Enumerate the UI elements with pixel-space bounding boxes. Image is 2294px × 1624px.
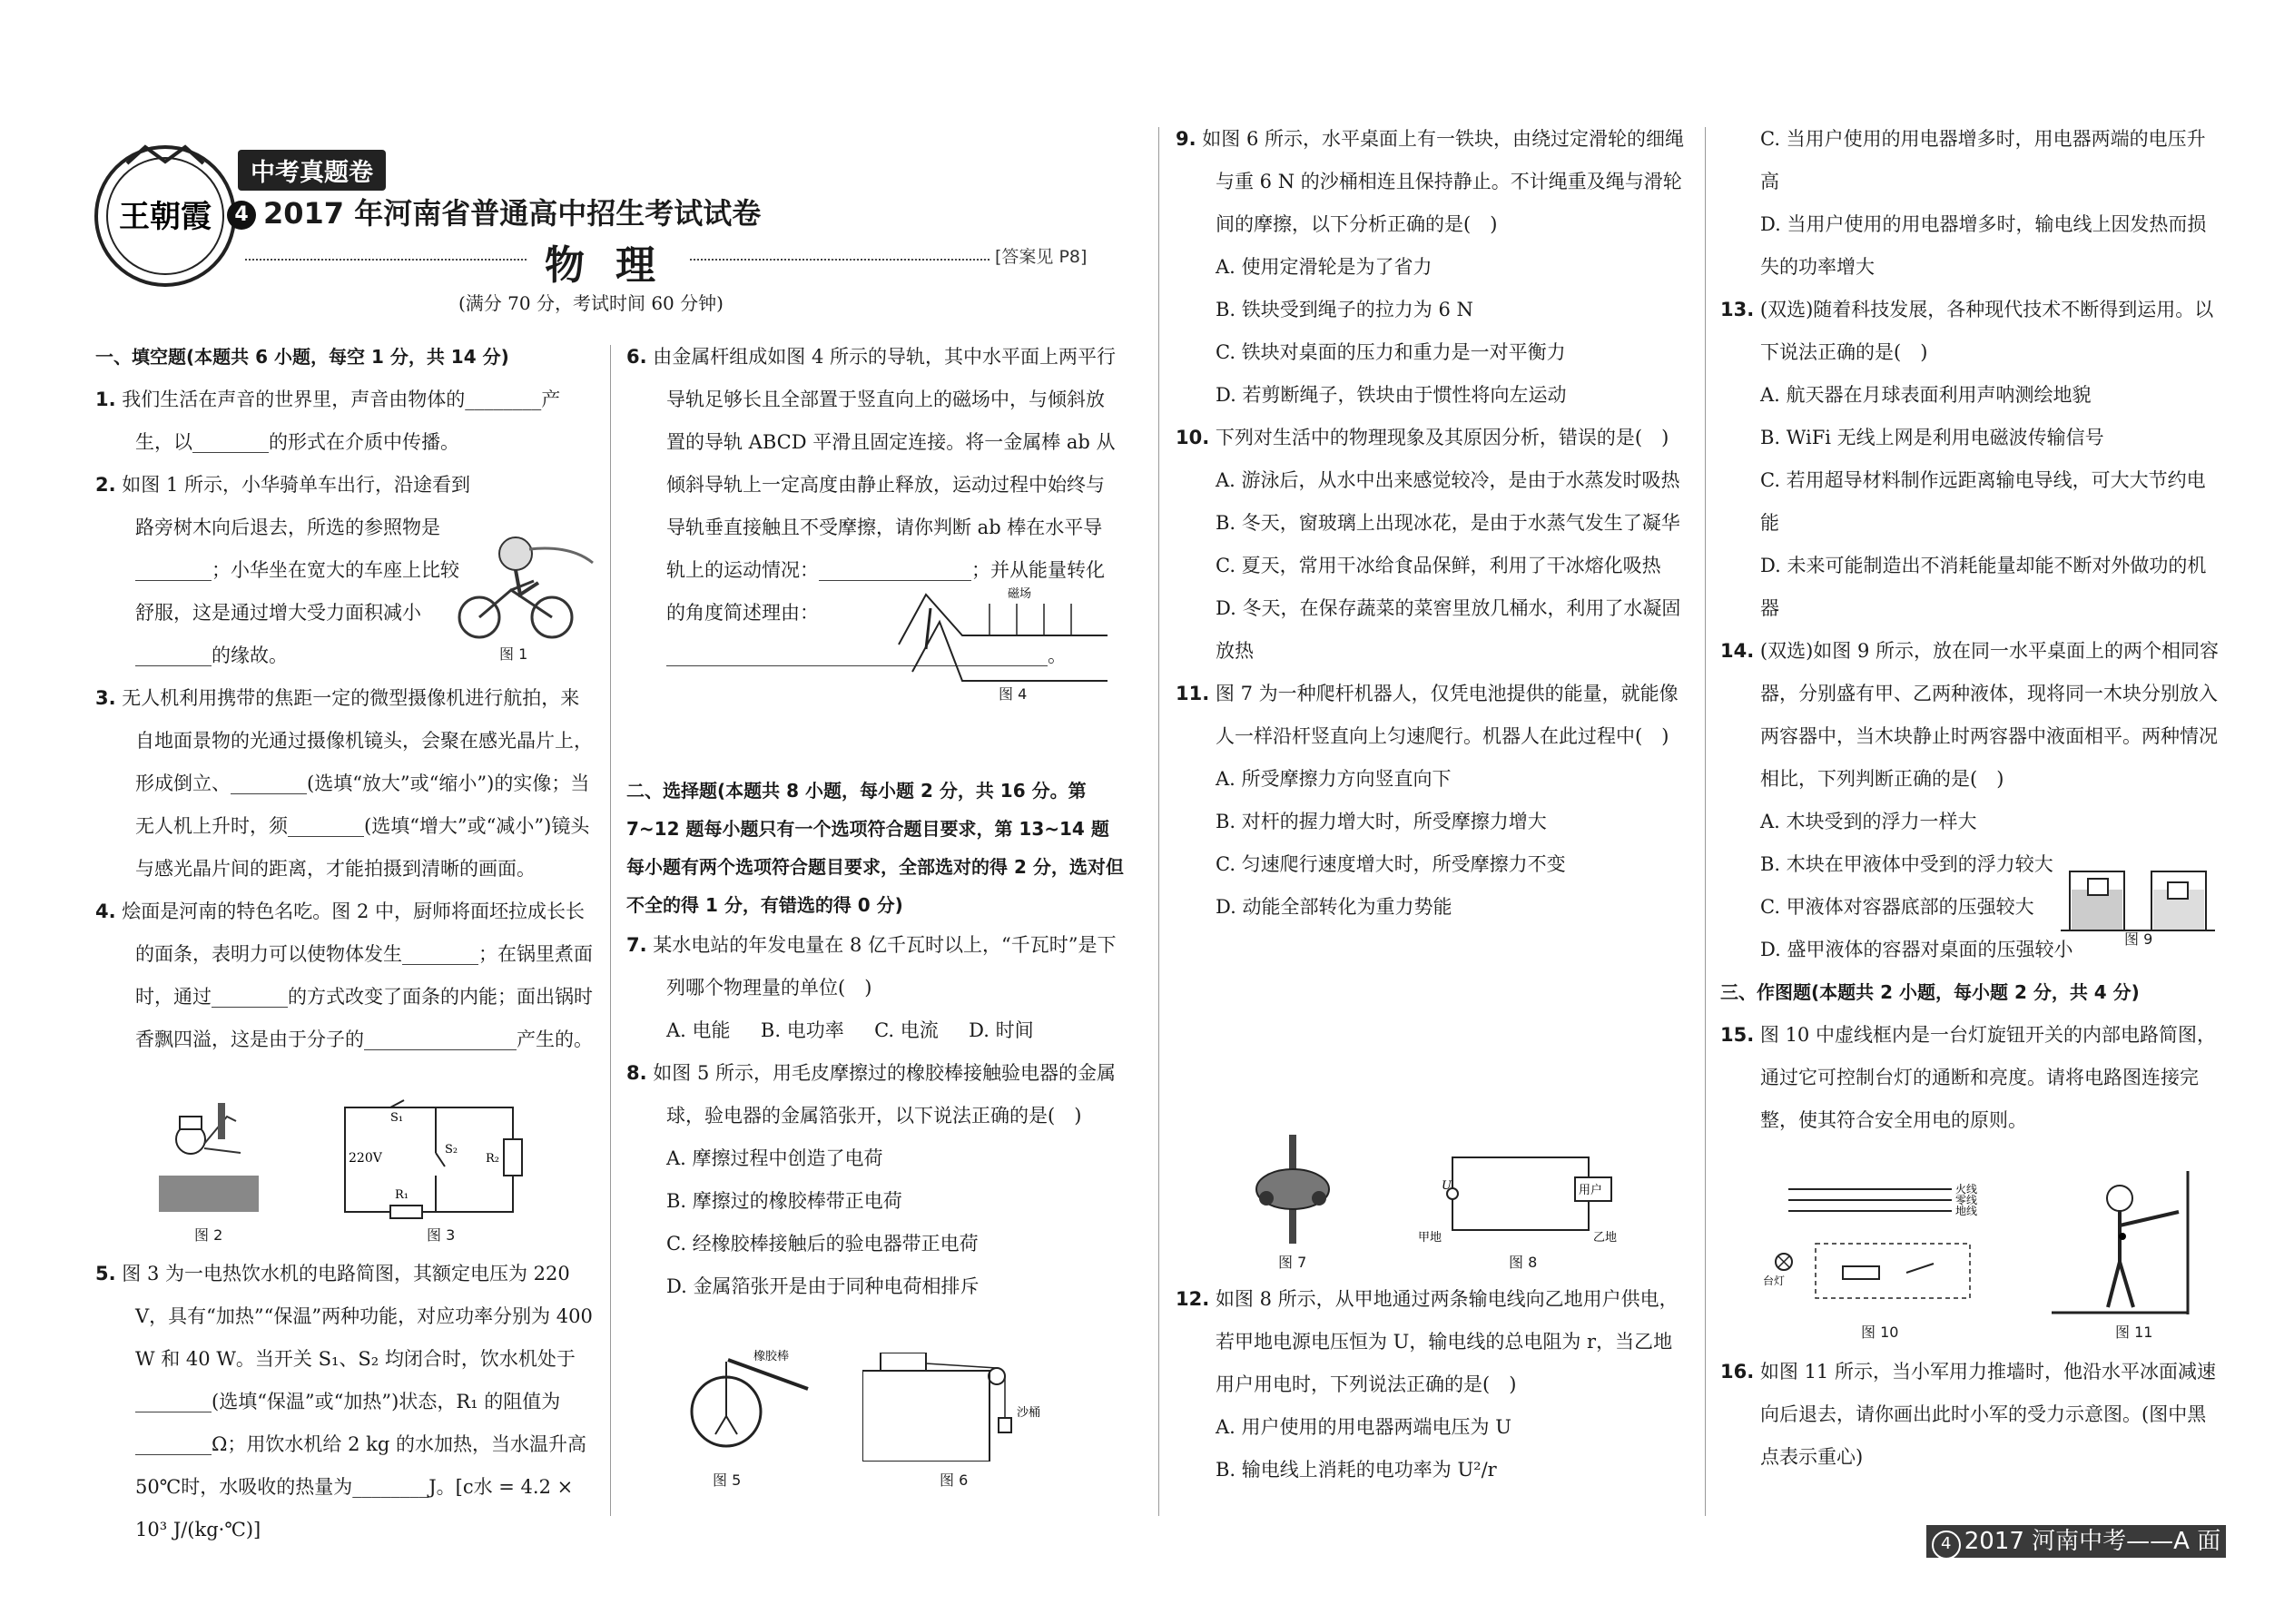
question-5: 5. 图 3 为一电热饮水机的电路简图，其额定电压为 220 V，具有“加热”“保温”两种功能，对应功率分别为 400 W 和 40 W。当开关 S₁、S₂ 均闭合时，饮水机处于________(选填“保温”或“加热”)状态，R₁ 的阻值为________Ω；用饮水机给 2 kg 的水加热，当水温升高 50℃时，水吸收的热量为________J。[c水 = 4.2 × 10³ J/(kg·℃)] — [95, 1263, 593, 1540]
figure-8-caption: 图 8 — [1509, 1254, 1538, 1271]
figure-5-electroscope — [672, 1343, 817, 1462]
answer-reference: [答案见 P8] — [995, 247, 1088, 267]
figure-1-cyclist — [443, 527, 597, 645]
exam-number: 4 — [227, 201, 256, 230]
footer-number: 4 — [1932, 1530, 1961, 1560]
column-1-bottom — [95, 1253, 595, 1551]
figure-8-user-label: 用户 — [1579, 1184, 1603, 1197]
option[interactable]: A. 木块受到的浮力一样大 — [1760, 811, 1977, 832]
option[interactable]: C. 甲液体对容器底部的压强较大 — [1760, 896, 2034, 918]
question-16: 16. 如图 11 所示，当小军用力推墙时，他沿水平冰面减速向后退去，请你画出此时小军的受力示意图。(图中黑点表示重心) — [1720, 1361, 2216, 1468]
option[interactable]: D. 盛甲液体的容器对桌面的压强较小 — [1760, 939, 2073, 960]
column-1 — [95, 336, 595, 1061]
figure-6-caption: 图 6 — [940, 1471, 969, 1489]
figure-4-rails — [890, 581, 1117, 699]
option[interactable]: B. 铁块受到绳子的拉力为 6 N — [1216, 299, 1473, 320]
figure-6-label: 沙桶 — [1017, 1406, 1041, 1420]
option[interactable]: C. 铁块对桌面的压力和重力是一对平衡力 — [1216, 341, 1566, 363]
option[interactable]: A. 使用定滑轮是为了省力 — [1216, 256, 1433, 278]
option[interactable]: A. 游泳后，从水中出来感觉较冷，是由于水蒸发时吸热 — [1216, 469, 1680, 491]
question-10: 10. 下列对生活中的物理现象及其原因分析，错误的是( ) — [1176, 427, 1669, 448]
figure-5-caption: 图 5 — [713, 1471, 742, 1489]
exam-title — [227, 191, 761, 232]
figure-4-caption: 图 4 — [999, 685, 1028, 703]
figure-8-transmission — [1416, 1139, 1634, 1244]
option[interactable]: A. 航天器在月球表面利用声呐测绘地貌 — [1760, 384, 2092, 406]
column-divider — [1705, 127, 1706, 1516]
brand-logo — [91, 136, 241, 290]
divider — [245, 259, 527, 261]
option[interactable]: B. 摩擦过的橡胶棒带正电荷 — [666, 1190, 902, 1212]
option[interactable]: C. 当用户使用的用电器增多时，用电器两端的电压升高 — [1760, 128, 2206, 192]
exam-title-text: 2017 年河南省普通高中招生考试试卷 — [263, 196, 762, 231]
column-divider — [610, 345, 611, 1516]
option[interactable]: D. 当用户使用的用电器增多时，输电线上因发热而损失的功率增大 — [1760, 213, 2207, 278]
figure-8-voltage-label: U — [1442, 1179, 1452, 1193]
column-2-choice — [626, 772, 1126, 1308]
section-heading: 一、填空题(本题共 6 小题，每空 1 分，共 14 分) — [95, 346, 509, 368]
svg-text:王朝霞: 王朝霞 — [119, 199, 212, 235]
option[interactable]: D. 金属箔张开是由于同种电荷相排斥 — [666, 1275, 980, 1297]
question-13: 13. (双选)随着科技发展，各种现代技术不断得到运用。以下说法正确的是( ) — [1720, 299, 2214, 363]
question-11: 11. 图 7 为一种爬杆机器人，仅凭电池提供的能量，就能像人一样沿杆竖直向上匀速爬行。机器人在此过程中( ) — [1176, 683, 1679, 747]
column-3-bottom — [1176, 1278, 1684, 1491]
option[interactable]: C. 经橡胶棒接触后的验电器带正电荷 — [666, 1233, 979, 1255]
option[interactable]: C. 若用超导材料制作远距离输电导线，可大大节约电能 — [1760, 469, 2206, 534]
figure-9-caption: 图 9 — [2124, 930, 2153, 948]
question-9: 9. 如图 6 所示，水平桌面上有一铁块，由绕过定滑轮的细绳与重 6 N 的沙桶相连且保持静止。不计绳重及绳与滑轮间的摩擦，以下分析正确的是( ) — [1176, 128, 1684, 235]
option[interactable]: B. 对杆的握力增大时，所受摩擦力增大 — [1216, 811, 1547, 832]
option[interactable]: D. 若剪断绳子，铁块由于惯性将向左运动 — [1216, 384, 1567, 406]
page-footer — [1926, 1525, 2226, 1558]
figure-10-line-label: 地线 — [1955, 1205, 1978, 1217]
column-3 — [1176, 118, 1684, 929]
option[interactable]: C. 匀速爬行速度增大时，所受摩擦力不变 — [1216, 853, 1566, 875]
column-4-bottom — [1720, 1351, 2224, 1479]
option[interactable]: B. 电功率 — [760, 1019, 844, 1041]
svg-text:S₁: S₁ — [390, 1111, 404, 1125]
question-6: 6. 由金属杆组成如图 4 所示的导轨，其中水平面上两平行导轨足够长且全部置于竖直向上的磁场中，与倾斜放置的导轨 ABCD 平滑且固定连接。将一金属棒 ab 从倾斜导轨上一定高度由静止释放，运动过程中始终与导轨垂直接触且不受摩擦，请你判断 ab 棒在水平导轨上的运动情况：________________；并从能量转化的角度简述理由：________________________________________。 — [626, 346, 1116, 666]
figure-4-label: 磁场 — [1008, 587, 1032, 601]
question-7-options — [626, 1009, 1126, 1052]
section-heading: 二、选择题(本题共 8 小题，每小题 2 分，共 16 分。第 7~12 题每小题只有一个选项符合题目要求，第 13~14 题每小题有两个选项符合题目要求，全部选对的得 2 分，选对但不全的得 1 分，有错选的得 0 分) — [626, 780, 1124, 916]
question-14: 14. (双选)如图 9 所示，放在同一水平桌面上的两个相同容器，分别盛有甲、乙两种液体，现将同一木块分别放入两容器中，当木块静止时两容器中液面相平。两种情况相比，下列判断正确的是( ) — [1720, 640, 2219, 790]
section-heading: 三、作图题(本题共 2 小题，每小题 2 分，共 4 分) — [1720, 981, 2140, 1003]
figure-5-label: 橡胶棒 — [753, 1350, 790, 1363]
exam-badge: 中考真题卷 — [238, 150, 386, 191]
option[interactable]: A. 用户使用的用电器两端电压为 U — [1216, 1416, 1511, 1438]
question-1: 1. 我们生活在声音的世界里，声音由物体的________产生，以________的形式在介质中传播。 — [95, 389, 561, 453]
svg-text:220V: 220V — [349, 1151, 382, 1166]
question-8: 8. 如图 5 所示，用毛皮摩擦过的橡胶棒接触验电器的金属球，验电器的金属箔张开，以下说法正确的是( ) — [626, 1062, 1116, 1127]
question-12: 12. 如图 8 所示，从甲地通过两条输电线向乙地用户供电，若甲地电源电压恒为 U，输电线的总电阻为 r，当乙地用户用电时，下列说法正确的是( ) — [1176, 1288, 1679, 1395]
subject-title: 物理 — [545, 242, 686, 289]
option[interactable]: C. 电流 — [874, 1019, 939, 1041]
figure-2-chef — [150, 1098, 268, 1216]
column-divider — [1158, 127, 1159, 1516]
figure-3-caption: 图 3 — [427, 1226, 456, 1244]
option[interactable]: A. 摩擦过程中创造了电荷 — [666, 1147, 883, 1169]
figure-8-destination-label: 乙地 — [1593, 1231, 1618, 1244]
divider — [690, 259, 989, 261]
option[interactable]: B. 木块在甲液体中受到的浮力较大 — [1760, 853, 2053, 875]
question-7: 7. 某水电站的年发电量在 8 亿千瓦时以上，“千瓦时”是下列哪个物理量的单位( ) — [626, 934, 1117, 999]
option[interactable]: B. 输电线上消耗的电功率为 U²/r — [1216, 1459, 1497, 1481]
option[interactable]: A. 所受摩擦力方向竖直向下 — [1216, 768, 1452, 790]
option[interactable]: D. 未来可能制造出不消耗能量却能不断对外做功的机器 — [1760, 555, 2207, 619]
column-4 — [1720, 118, 2224, 1142]
figure-11-skater — [2052, 1171, 2206, 1316]
option[interactable]: B. 冬天，窗玻璃上出现冰花，是由于水蒸气发生了凝华 — [1216, 512, 1680, 534]
figure-11-caption: 图 11 — [2115, 1324, 2153, 1341]
footer-text: 2017 河南中考——A 面 — [1964, 1528, 2221, 1555]
option[interactable]: B. WiFi 无线上网是利用电磁波传输信号 — [1760, 427, 2104, 448]
svg-text:R₂: R₂ — [486, 1152, 499, 1166]
figure-8-origin-label: 甲地 — [1418, 1231, 1442, 1244]
figure-9-containers — [2061, 844, 2215, 935]
question-4: 4. 烩面是河南的特色名吃。图 2 中，厨师将面坯拉成长长的面条，表明力可以使物体发生________；在锅里煮面时，通过________的方式改变了面条的内能；面出锅时香飘四溢，这是由于分子的________________产生的。 — [95, 901, 593, 1050]
option[interactable]: D. 时间 — [969, 1019, 1034, 1041]
figure-10-line-label: 零线 — [1955, 1194, 1978, 1206]
svg-text:S₂: S₂ — [445, 1143, 458, 1156]
question-15: 15. 图 10 中虚线框内是一台灯旋钮开关的内部电路简图，通过它可控制台灯的通断和亮度。请将电路图连接完整，使其符合安全用电的原则。 — [1720, 1024, 2216, 1131]
figure-10-caption: 图 10 — [1861, 1324, 1899, 1341]
option[interactable]: D. 动能全部转化为重力势能 — [1216, 896, 1452, 918]
figure-3-circuit — [336, 1098, 527, 1221]
figure-7-caption: 图 7 — [1278, 1254, 1307, 1271]
figure-6-pulley — [862, 1353, 1071, 1462]
option[interactable]: C. 夏天，常用干冰给食品保鲜，利用了干冰熔化吸热 — [1216, 555, 1661, 576]
question-2: 2. 如图 1 所示，小华骑单车出行，沿途看到路旁树木向后退去，所选的参照物是________；小华坐在宽大的车座上比较舒服，这是通过增大受力面积减小________的缘故。 — [95, 474, 470, 666]
option[interactable]: A. 电能 — [666, 1019, 731, 1041]
figure-10-line-label: 火线 — [1955, 1183, 1978, 1196]
figure-10-lamp-label: 台灯 — [1763, 1275, 1786, 1287]
score-info: (满分 70 分，考试时间 60 分钟) — [458, 292, 724, 314]
svg-text:R₁: R₁ — [395, 1188, 409, 1202]
question-3: 3. 无人机利用携带的焦距一定的微型摄像机进行航拍，来自地面景物的光通过摄像机镜头，会聚在感光晶片上，形成倒立、________(选填“放大”或“缩小”)的实像；当无人机上升时，须________(选填“增大”或“减小”)镜头与感光晶片间的距离，才能拍摄到清晰的画面。 — [95, 687, 593, 880]
figure-1-caption: 图 1 — [499, 645, 528, 663]
figure-2-caption: 图 2 — [194, 1226, 223, 1244]
option[interactable]: D. 冬天，在保存蔬菜的菜窖里放几桶水，利用了水凝固放热 — [1216, 597, 1681, 662]
figure-7-robot — [1244, 1135, 1344, 1244]
figure-10-lamp-circuit — [1761, 1180, 2015, 1316]
